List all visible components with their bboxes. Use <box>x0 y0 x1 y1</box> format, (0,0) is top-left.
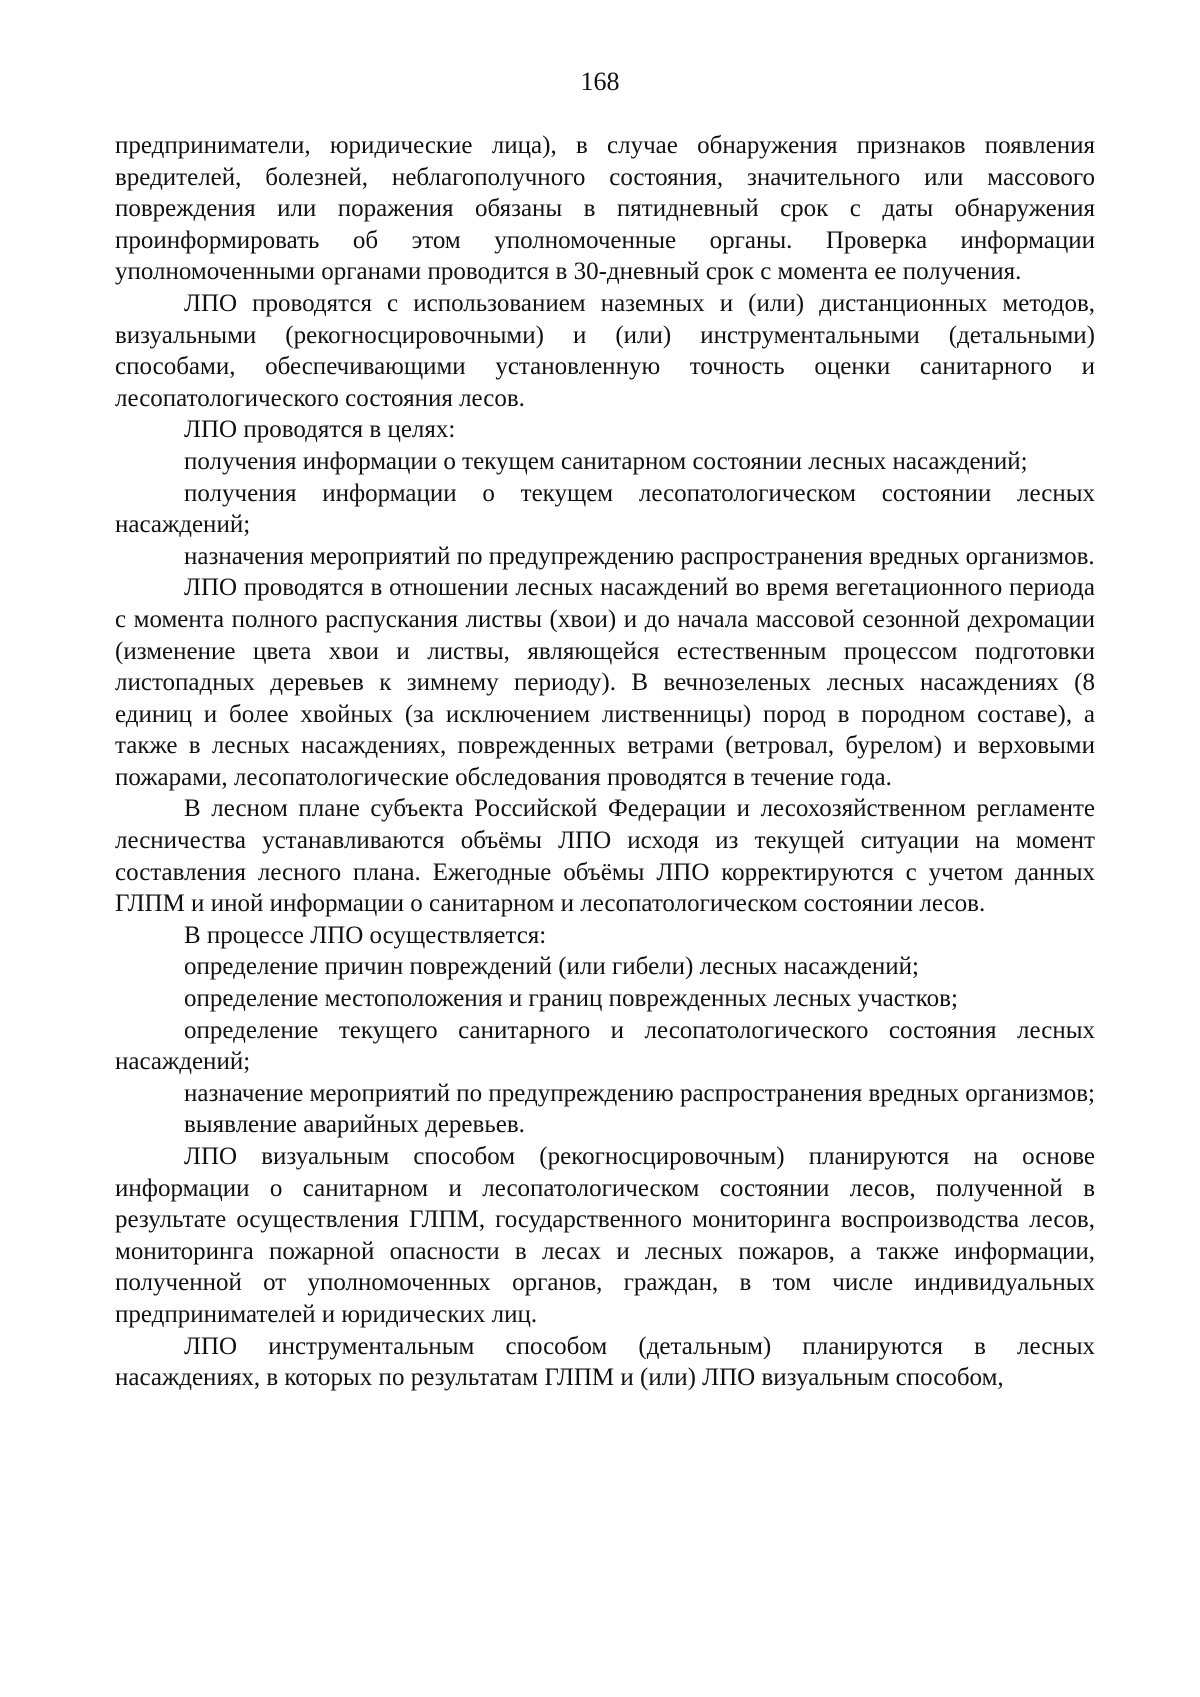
paragraph-forest-plan-volumes: В лесном плане субъекта Российской Федерации и лесохозяйственном регламенте лесничества устанавливаются объёмы ЛПО исходя из текущей ситуации на момент составления лесного плана. Ежегодные объёмы ЛПО корректируются с учетом данных ГЛПМ и иной информации о санитарном и лесопатологическом состоянии лесов. <box>115 795 1095 918</box>
paragraph-visual-method: ЛПО визуальным способом (рекогносцировочным) планируются на основе информации о санитарном и лесопатологическом состоянии лесов, полученной в результате осуществления ГЛПМ, государственного мониторинга воспроизводства лесов, мониторинга пожарной опасности в лесах и лесных пожаров, а также информации, полученной от уполномоченных органов, граждан, в том числе индивидуальных предпринимателей и юридических лиц. <box>115 1143 1095 1328</box>
paragraph-lpo-purposes-heading: ЛПО проводятся в целях: <box>184 416 456 444</box>
document-body <box>115 130 1095 1394</box>
list-item-assign-measures: назначение мероприятий по предупреждению распространения вредных организмов; <box>184 1079 1095 1107</box>
list-item-pathology-info: получения информации о текущем лесопатологическом состоянии лесных насаждений; <box>115 479 1095 539</box>
page-number: 168 <box>580 67 620 96</box>
list-item-damage-causes: определение причин повреждений (или гибели) лесных насаждений; <box>184 953 919 981</box>
list-item-prevention-measures: назначения мероприятий по предупреждению распространения вредных организмов. <box>184 542 1095 570</box>
paragraph-instrumental-method: ЛПО инструментальным способом (детальным) планируются в лесных насаждениях, в которых по результатам ГЛПМ и (или) ЛПО визуальным способом, <box>115 1332 1095 1392</box>
list-item-damage-locations: определение местоположения и границ поврежденных лесных участков; <box>184 985 958 1013</box>
list-item-sanitary-info: получения информации о текущем санитарном состоянии лесных насаждений; <box>184 447 1028 475</box>
list-item-hazard-trees: выявление аварийных деревьев. <box>184 1111 525 1139</box>
paragraph-lpo-process-heading: В процессе ЛПО осуществляется: <box>184 921 547 949</box>
list-item-current-state: определение текущего санитарного и лесопатологического состояния лесных насаждений; <box>115 1016 1095 1076</box>
paragraph-lpo-methods: ЛПО проводятся с использованием наземных и (или) дистанционных методов, визуальными (рекогносцировочными) и (или) инструментальными (детальными) способами, обеспечивающими установленную точность оценки санитарного и лесопатологического состояния лесов. <box>115 289 1095 412</box>
paragraph-continuation: предприниматели, юридические лица), в случае обнаружения признаков появления вредителей, болезней, неблагополучного состояния, значительного или массового повреждения или поражения обязаны в пятидневный срок с даты обнаружения проинформировать об этом уполномоченные органы. Проверка информации уполномоченными органами проводится в 30-дневный срок с момента ее получения. <box>115 132 1095 286</box>
paragraph-lpo-timing: ЛПО проводятся в отношении лесных насаждений во время вегетационного периода с момента полного распускания листвы (хвои) и до начала массовой сезонной дехромации (изменение цвета хвои и листвы, являющейся естественным процессом подготовки листопадных деревьев к зимнему периоду). В вечнозеленых лесных насаждениях (8 единиц и более хвойных (за исключением лиственницы) пород в породном составе), а также в лесных насаждениях, поврежденных ветрами (ветровал, бурелом) и верховыми пожарами, лесопатологические обследования проводятся в течение года. <box>115 574 1095 791</box>
